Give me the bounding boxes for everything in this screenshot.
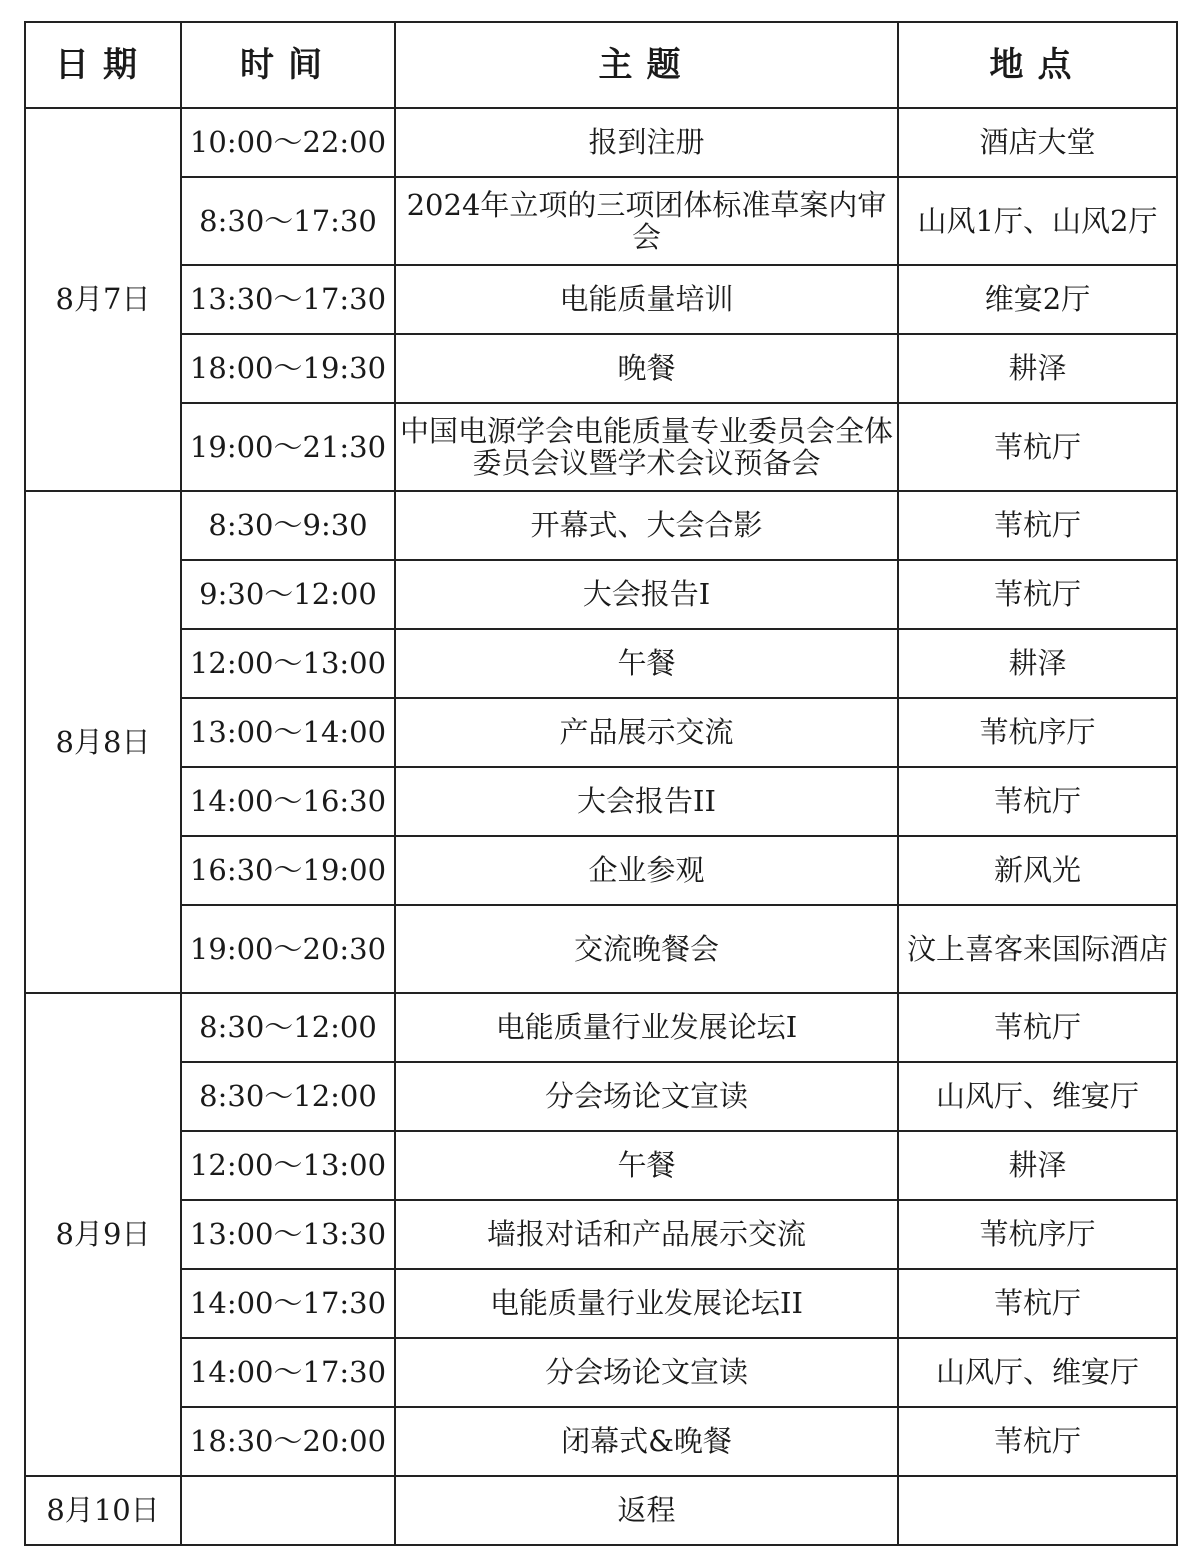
time-cell: 13:00～14:00 bbox=[181, 698, 395, 767]
topic-cell: 午餐 bbox=[395, 1131, 898, 1200]
topic-cell: 闭幕式&晚餐 bbox=[395, 1407, 898, 1476]
header-row bbox=[25, 22, 1177, 108]
place-cell bbox=[898, 1476, 1177, 1545]
topic-cell: 午餐 bbox=[395, 629, 898, 698]
table-row bbox=[25, 767, 1177, 836]
table-row bbox=[25, 265, 1177, 334]
place-cell: 苇杭厅 bbox=[898, 767, 1177, 836]
place-cell: 苇杭厅 bbox=[898, 1407, 1177, 1476]
topic-cell: 2024年立项的三项团体标准草案内审会 bbox=[395, 177, 898, 265]
topic-cell: 墙报对话和产品展示交流 bbox=[395, 1200, 898, 1269]
place-cell: 苇杭序厅 bbox=[898, 1200, 1177, 1269]
place-cell: 苇杭厅 bbox=[898, 491, 1177, 560]
place-cell: 苇杭厅 bbox=[898, 403, 1177, 491]
date-cell: 8月7日 bbox=[25, 108, 181, 491]
topic-cell: 开幕式、大会合影 bbox=[395, 491, 898, 560]
table-row bbox=[25, 1338, 1177, 1407]
date-cell: 8月8日 bbox=[25, 491, 181, 993]
time-cell: 18:00～19:30 bbox=[181, 334, 395, 403]
place-cell: 汶上喜客来国际酒店 bbox=[898, 905, 1177, 993]
date-cell: 8月9日 bbox=[25, 993, 181, 1476]
table-row bbox=[25, 1269, 1177, 1338]
table-row bbox=[25, 698, 1177, 767]
time-cell: 18:30～20:00 bbox=[181, 1407, 395, 1476]
schedule-body bbox=[25, 108, 1177, 1545]
topic-cell: 产品展示交流 bbox=[395, 698, 898, 767]
table-row bbox=[25, 993, 1177, 1062]
table-row bbox=[25, 491, 1177, 560]
place-cell: 山风1厅、山风2厅 bbox=[898, 177, 1177, 265]
time-cell: 14:00～17:30 bbox=[181, 1338, 395, 1407]
topic-cell: 报到注册 bbox=[395, 108, 898, 177]
topic-cell: 中国电源学会电能质量专业委员会全体委员会议暨学术会议预备会 bbox=[395, 403, 898, 491]
place-cell: 苇杭厅 bbox=[898, 560, 1177, 629]
table-row bbox=[25, 1476, 1177, 1545]
place-cell: 维宴2厅 bbox=[898, 265, 1177, 334]
schedule-table bbox=[24, 21, 1178, 1546]
time-cell: 8:30～12:00 bbox=[181, 1062, 395, 1131]
time-cell: 12:00～13:00 bbox=[181, 1131, 395, 1200]
topic-cell: 分会场论文宣读 bbox=[395, 1062, 898, 1131]
table-row bbox=[25, 403, 1177, 491]
time-cell: 9:30～12:00 bbox=[181, 560, 395, 629]
table-row bbox=[25, 836, 1177, 905]
time-cell: 16:30～19:00 bbox=[181, 836, 395, 905]
topic-cell: 电能质量行业发展论坛II bbox=[395, 1269, 898, 1338]
table-row bbox=[25, 177, 1177, 265]
time-cell: 8:30～9:30 bbox=[181, 491, 395, 560]
table-row bbox=[25, 334, 1177, 403]
place-cell: 耕泽 bbox=[898, 1131, 1177, 1200]
date-cell: 8月10日 bbox=[25, 1476, 181, 1545]
time-cell: 10:00～22:00 bbox=[181, 108, 395, 177]
time-cell: 14:00～16:30 bbox=[181, 767, 395, 836]
time-cell bbox=[181, 1476, 395, 1545]
table-row bbox=[25, 629, 1177, 698]
header-place: 地点 bbox=[898, 22, 1177, 108]
topic-cell: 交流晚餐会 bbox=[395, 905, 898, 993]
header-topic: 主题 bbox=[395, 22, 898, 108]
place-cell: 山风厅、维宴厅 bbox=[898, 1338, 1177, 1407]
time-cell: 8:30～17:30 bbox=[181, 177, 395, 265]
topic-cell: 晚餐 bbox=[395, 334, 898, 403]
topic-cell: 电能质量培训 bbox=[395, 265, 898, 334]
topic-cell: 分会场论文宣读 bbox=[395, 1338, 898, 1407]
table-row bbox=[25, 1407, 1177, 1476]
table-row bbox=[25, 560, 1177, 629]
place-cell: 酒店大堂 bbox=[898, 108, 1177, 177]
table-row bbox=[25, 108, 1177, 177]
place-cell: 新风光 bbox=[898, 836, 1177, 905]
time-cell: 13:30～17:30 bbox=[181, 265, 395, 334]
place-cell: 苇杭序厅 bbox=[898, 698, 1177, 767]
header-time: 时间 bbox=[181, 22, 395, 108]
place-cell: 苇杭厅 bbox=[898, 1269, 1177, 1338]
place-cell: 耕泽 bbox=[898, 334, 1177, 403]
time-cell: 8:30～12:00 bbox=[181, 993, 395, 1062]
place-cell: 山风厅、维宴厅 bbox=[898, 1062, 1177, 1131]
place-cell: 苇杭厅 bbox=[898, 993, 1177, 1062]
topic-cell: 企业参观 bbox=[395, 836, 898, 905]
time-cell: 19:00～20:30 bbox=[181, 905, 395, 993]
time-cell: 12:00～13:00 bbox=[181, 629, 395, 698]
topic-cell: 大会报告I bbox=[395, 560, 898, 629]
table-row bbox=[25, 1062, 1177, 1131]
time-cell: 14:00～17:30 bbox=[181, 1269, 395, 1338]
table-row bbox=[25, 1200, 1177, 1269]
table-row bbox=[25, 1131, 1177, 1200]
topic-cell: 返程 bbox=[395, 1476, 898, 1545]
table-row bbox=[25, 905, 1177, 993]
topic-cell: 大会报告II bbox=[395, 767, 898, 836]
place-cell: 耕泽 bbox=[898, 629, 1177, 698]
time-cell: 13:00～13:30 bbox=[181, 1200, 395, 1269]
time-cell: 19:00～21:30 bbox=[181, 403, 395, 491]
header-date: 日期 bbox=[25, 22, 181, 108]
topic-cell: 电能质量行业发展论坛I bbox=[395, 993, 898, 1062]
